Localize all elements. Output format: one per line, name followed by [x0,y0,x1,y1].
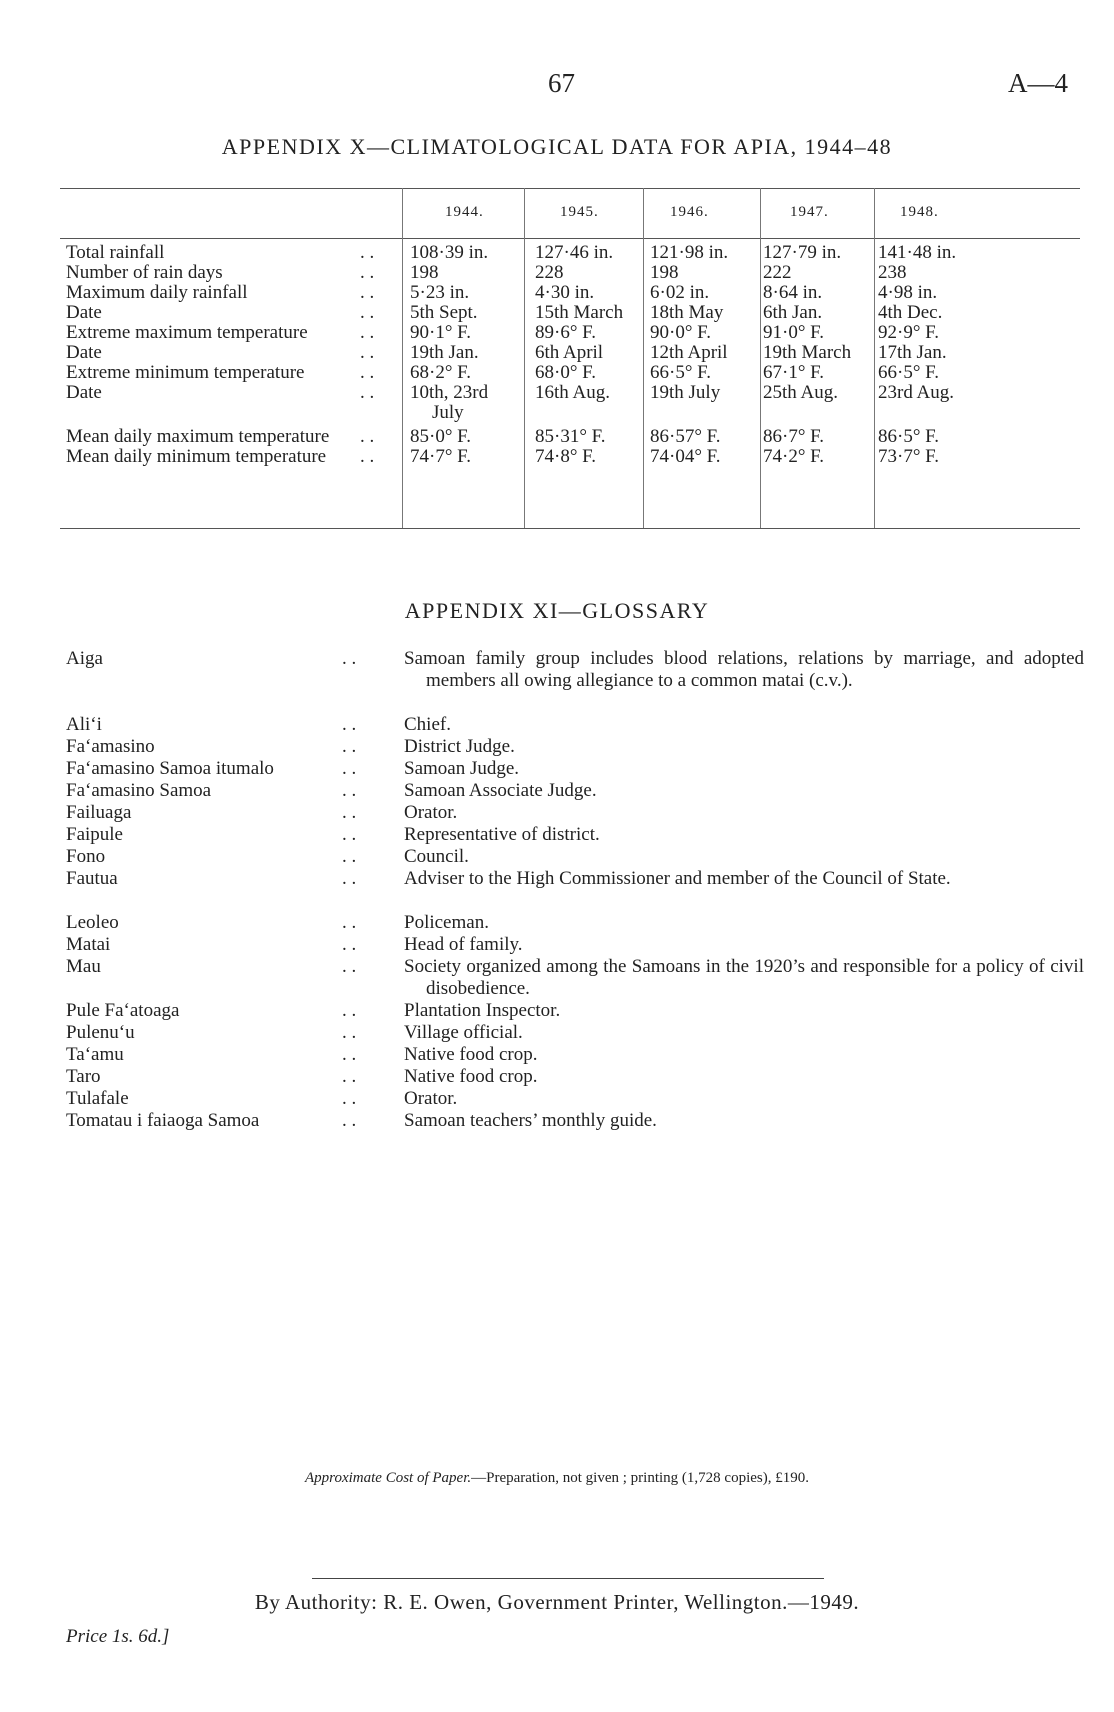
glossary-definition: Plantation Inspector. [404,1000,561,1021]
column-divider [760,188,761,528]
row-label: Total rainfall [66,242,165,263]
column-header-year: 1948. [900,204,939,220]
leader-dots: . . [342,714,357,735]
row-label: Extreme minimum temperature [66,362,305,383]
leader-dots: . . [360,426,375,447]
glossary-definition: Society organized among the Samoans in the 1920’s and responsible for a policy of civil disobedience. [404,956,1084,999]
glossary-term: Tulafale [66,1088,129,1109]
page-header [0,68,1114,108]
authority-line: By Authority: R. E. Owen, Government Printer, Wellington.—1949. [254,1590,860,1614]
row-label: Date [66,382,102,403]
leader-dots: . . [342,1066,357,1087]
column-divider [402,188,403,528]
table-cell: 74·04° F. [650,446,721,467]
glossary-term: Failuaga [66,802,132,823]
appendix-x-title: APPENDIX X—CLIMATOLOGICAL DATA FOR APIA, 1944–48 [221,134,893,159]
table-cell: 19th July [650,382,721,403]
glossary-term: Pulenu‘u [66,1022,135,1043]
glossary-term: Pule Fa‘atoaga [66,1000,180,1021]
table-cell: 74·7° F. [410,446,471,467]
table-cell: 17th Jan. [878,342,947,363]
row-label: Mean daily maximum temperature [66,426,330,447]
leader-dots: . . [342,1022,357,1043]
glossary-definition: Samoan teachers’ monthly guide. [404,1110,657,1131]
leader-dots: . . [342,1044,357,1065]
column-divider [643,188,644,528]
leader-dots: . . [342,956,357,977]
glossary-term: Matai [66,934,111,955]
glossary-term: Fa‘amasino Samoa [66,780,212,801]
footer-rule [312,1578,824,1579]
glossary-definition: Adviser to the High Commissioner and member of the Council of State. [404,868,951,889]
leader-dots: . . [342,648,357,669]
table-cell: 85·0° F. [410,426,471,447]
glossary-definition: Orator. [404,802,458,823]
table-cell: 19th Jan. [410,342,479,363]
table-cell: 23rd Aug. [878,382,954,403]
table-cell: 108·39 in. [410,242,489,263]
table-cell: 18th May [650,302,724,323]
table-cell: 4·98 in. [878,282,938,303]
table-cell: 12th April [650,342,728,363]
glossary-term: Fautua [66,868,118,889]
glossary-term: Ali‘i [66,714,102,735]
column-header-year: 1946. [670,204,709,220]
table-cell: 90·1° F. [410,322,471,343]
table-cell: 198 [650,262,679,283]
column-header-year: 1945. [560,204,599,220]
glossary-term: Fono [66,846,106,867]
table-cell: 68·0° F. [535,362,596,383]
table-cell: 5·23 in. [410,282,470,303]
leader-dots: . . [342,780,357,801]
table-cell: 68·2° F. [410,362,471,383]
table-cell: 86·5° F. [878,426,939,447]
glossary-definition: Village official. [404,1022,523,1043]
glossary-definition: Samoan family group includes blood relations, relations by marriage, and adopted members all owing allegiance to a common matai (c.v.). [404,648,1084,691]
column-divider [524,188,525,528]
leader-dots: . . [360,342,375,363]
leader-dots: . . [360,362,375,383]
table-cell: 198 [410,262,439,283]
table-cell: 73·7° F. [878,446,939,467]
table-cell: 66·5° F. [878,362,939,383]
cost-text: —Preparation, not given ; printing (1,728 copies), £190. [471,1470,809,1486]
glossary-definition: Native food crop. [404,1066,538,1087]
table-cell: 19th March [763,342,852,363]
table-cell: 141·48 in. [878,242,957,263]
leader-dots: . . [342,1088,357,1109]
glossary-term: Aiga [66,648,103,669]
table-cell: 8·64 in. [763,282,823,303]
table-cell: 228 [535,262,564,283]
table-cell: 86·7° F. [763,426,824,447]
row-label: Date [66,302,102,323]
table-cell: 25th Aug. [763,382,838,403]
table-cell: 4·30 in. [535,282,595,303]
leader-dots: . . [342,824,357,845]
glossary-definition: Policeman. [404,912,489,933]
table-cell: 4th Dec. [878,302,943,323]
glossary-term: Fa‘amasino [66,736,155,757]
table-cell: 16th Aug. [535,382,610,403]
column-header-year: 1947. [790,204,829,220]
row-label: Date [66,342,102,363]
cost-note [0,1470,1114,1487]
table-cell: 67·1° F. [763,362,824,383]
table-cell: 127·46 in. [535,242,614,263]
leader-dots: . . [360,262,375,283]
table-cell: 66·5° F. [650,362,711,383]
leader-dots: . . [342,868,357,889]
table-cell: 6·02 in. [650,282,710,303]
document-code: A—4 [1008,68,1068,98]
glossary-definition: Samoan Associate Judge. [404,780,597,801]
glossary-term: Fa‘amasino Samoa itumalo [66,758,274,779]
leader-dots: . . [360,242,375,263]
glossary-definition: Samoan Judge. [404,758,520,779]
leader-dots: . . [360,282,375,303]
appendix-xi-title: APPENDIX XI—GLOSSARY [404,598,710,623]
table-cell: 74·8° F. [535,446,596,467]
glossary-term: Tomatau i faiaoga Samoa [66,1110,260,1131]
price-note: Price 1s. 6d.] [66,1626,170,1647]
page-number: 67 [548,68,575,98]
cost-label: Approximate Cost of Paper. [305,1470,472,1486]
table-cell: 89·6° F. [535,322,596,343]
glossary-definition: Head of family. [404,934,523,955]
table-cell: 90·0° F. [650,322,711,343]
leader-dots: . . [360,382,375,403]
table-cell: 238 [878,262,907,283]
table-cell: 92·9° F. [878,322,939,343]
row-label: Extreme maximum temperature [66,322,308,343]
leader-dots: . . [342,802,357,823]
glossary-term: Mau [66,956,101,977]
table-cell-continuation: July [432,402,464,423]
row-label: Maximum daily rainfall [66,282,248,303]
glossary-definition: Council. [404,846,469,867]
leader-dots: . . [342,758,357,779]
table-cell: 5th Sept. [410,302,478,323]
column-divider [874,188,875,528]
column-header-year: 1944. [445,204,484,220]
leader-dots: . . [342,912,357,933]
table-cell: 86·57° F. [650,426,721,447]
leader-dots: . . [360,302,375,323]
table-cell: 121·98 in. [650,242,729,263]
table-cell: 6th April [535,342,604,363]
table-top-rule [60,188,1080,189]
table-bottom-rule [60,528,1080,529]
table-cell: 15th March [535,302,624,323]
table-cell: 10th, 23rd [410,382,489,403]
leader-dots: . . [342,736,357,757]
leader-dots: . . [342,934,357,955]
leader-dots: . . [342,1000,357,1021]
table-cell: 85·31° F. [535,426,606,447]
glossary-definition: Representative of district. [404,824,600,845]
leader-dots: . . [342,1110,357,1131]
row-label: Number of rain days [66,262,223,283]
glossary-definition: Orator. [404,1088,458,1109]
table-cell: 6th Jan. [763,302,823,323]
glossary-definition: Native food crop. [404,1044,538,1065]
table-cell: 222 [763,262,792,283]
glossary-term: Ta‘amu [66,1044,124,1065]
glossary-definition: Chief. [404,714,451,735]
leader-dots: . . [342,846,357,867]
table-header-rule [60,238,1080,239]
glossary-term: Faipule [66,824,123,845]
table-cell: 127·79 in. [763,242,842,263]
glossary-term: Leoleo [66,912,119,933]
glossary-definition: District Judge. [404,736,515,757]
table-cell: 74·2° F. [763,446,824,467]
table-cell: 91·0° F. [763,322,824,343]
row-label: Mean daily minimum temperature [66,446,327,467]
leader-dots: . . [360,322,375,343]
leader-dots: . . [360,446,375,467]
glossary-term: Taro [66,1066,101,1087]
